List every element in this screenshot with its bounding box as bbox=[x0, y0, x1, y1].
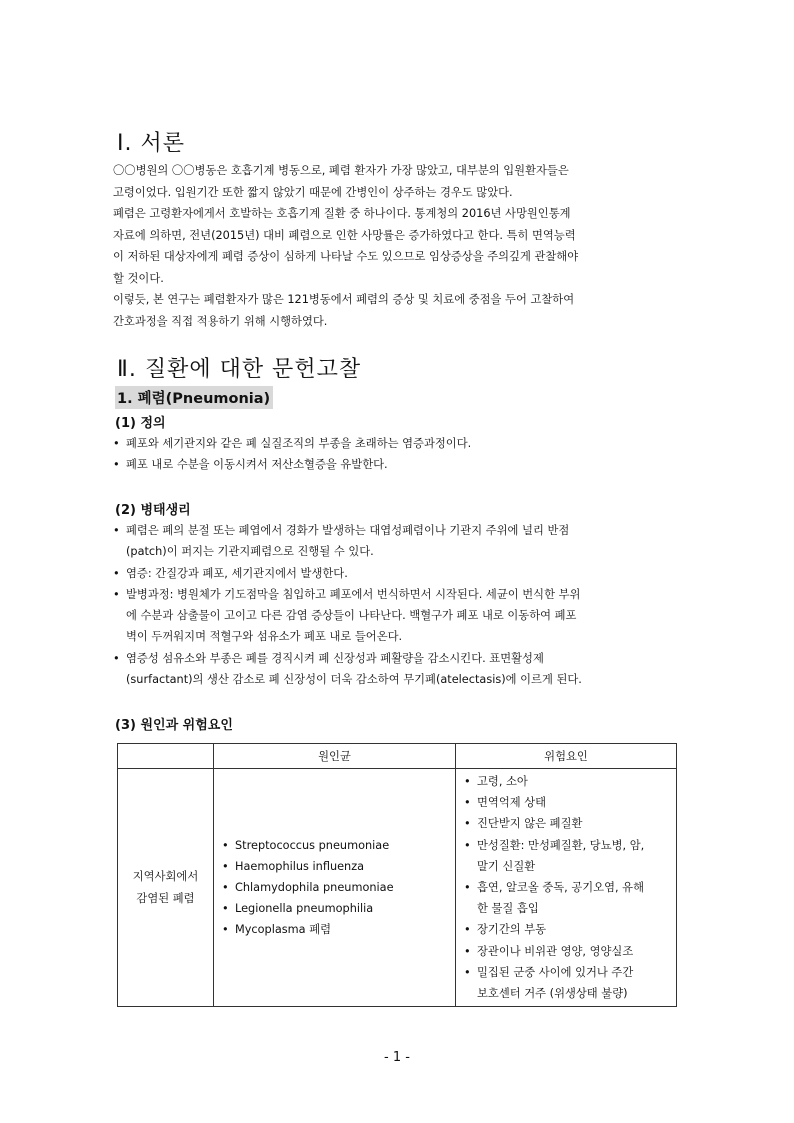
bullet-icon: • bbox=[464, 838, 471, 852]
list-item bbox=[464, 813, 670, 834]
list-item bbox=[464, 941, 670, 962]
page-number: - 1 - bbox=[384, 1050, 410, 1065]
text-line: 염증: 간질강과 폐포, 세기관지에서 발생한다. bbox=[126, 566, 348, 580]
category-cell bbox=[118, 769, 214, 1007]
definition-heading: (1) 정의 bbox=[115, 416, 166, 431]
risk-text: 보호센터 거주 (위생상태 불량) bbox=[477, 987, 628, 1001]
text-line: (patch)이 퍼지는 기관지폐렴으로 진행될 수 있다. bbox=[126, 545, 374, 559]
list-item bbox=[222, 835, 454, 856]
bullet-icon: • bbox=[113, 524, 120, 537]
risk-text: 흡연, 알코올 중독, 공기오염, 유해 bbox=[477, 881, 645, 895]
list-item bbox=[464, 792, 670, 813]
list-item bbox=[464, 835, 670, 877]
table-header-risk: 위험요인 bbox=[456, 744, 677, 769]
bullet-icon: • bbox=[464, 923, 471, 937]
cause-text: Mycoplasma 폐렴 bbox=[235, 923, 332, 937]
intro-paragraph-2 bbox=[113, 203, 681, 289]
risk-text: 장관이나 비위관 영양, 영양실조 bbox=[477, 944, 634, 958]
text-line: 간호과정을 직접 적용하기 위해 시행하였다. bbox=[113, 314, 328, 328]
text-line: 이 저하된 대상자에게 폐렴 증상이 심하게 나타날 수도 있으므로 임상증상을 주의깊게 관찰해야 bbox=[113, 250, 579, 263]
cause-cell bbox=[214, 769, 456, 1007]
bullet-icon: • bbox=[464, 817, 471, 831]
list-item bbox=[113, 563, 683, 584]
cause-list bbox=[222, 835, 454, 940]
table-header-cause: 원인균 bbox=[214, 744, 456, 769]
list-item bbox=[222, 877, 454, 898]
text-line: (surfactant)의 생산 감소로 폐 신장성이 더욱 감소하여 무기폐(atelectasis)에 이르게 된다. bbox=[126, 673, 582, 687]
list-item bbox=[113, 520, 683, 563]
list-item bbox=[464, 919, 670, 940]
text-line: 폐렴은 고령환자에게서 호발하는 호흡기계 질환 중 하나이다. 통계청의 2016년 사망원인통계 bbox=[113, 207, 571, 220]
list-item bbox=[113, 433, 683, 454]
bullet-icon: • bbox=[222, 839, 229, 853]
text-line: 폐포 내로 수분을 이동시켜서 저산소혈증을 유발한다. bbox=[126, 458, 388, 472]
text-line: 고령이었다. 입원기간 또한 짧지 않았기 때문에 간병인이 상주하는 경우도 많았다. bbox=[113, 185, 513, 199]
bullet-icon: • bbox=[464, 965, 471, 979]
risk-text: 면역억제 상태 bbox=[477, 796, 547, 810]
bullet-icon: • bbox=[222, 923, 229, 937]
text-line: 할 것이다. bbox=[113, 271, 164, 285]
text-line: 이렇듯, 본 연구는 폐렴환자가 많은 121병동에서 폐렴의 증상 및 치료에 중점을 두어 고찰하여 bbox=[113, 293, 575, 306]
bullet-icon: • bbox=[222, 881, 229, 895]
cause-text: Legionella pneumophilia bbox=[235, 902, 374, 916]
bullet-icon: • bbox=[113, 458, 120, 472]
risk-text: 장기간의 부동 bbox=[477, 923, 547, 937]
risk-text: 말기 신질환 bbox=[477, 859, 536, 873]
list-item bbox=[113, 648, 683, 691]
list-item bbox=[464, 877, 670, 919]
bullet-icon: • bbox=[113, 587, 120, 601]
risk-cell bbox=[456, 769, 677, 1007]
text-line: 염증성 섬유소와 부종은 폐를 경직시켜 폐 신장성과 폐활량을 감소시킨다. 표면활성제 bbox=[126, 651, 544, 665]
bullet-icon: • bbox=[464, 881, 471, 895]
text-line: 〇〇병원의 〇〇병동은 호흡기계 병동으로, 폐렴 환자가 가장 많았고, 대부분의 입원환자들은 bbox=[113, 164, 569, 177]
pathophysiology-heading: (2) 병태생리 bbox=[115, 503, 191, 518]
list-item bbox=[113, 454, 683, 475]
category-line: 지역사회에서 bbox=[132, 869, 199, 883]
table-row bbox=[118, 769, 677, 1007]
text-line: 자료에 의하면, 전년(2015년) 대비 폐렴으로 인한 사망률은 증가하였다고 한다. 특히 면역능력 bbox=[113, 228, 576, 242]
cause-text: Haemophilus influenza bbox=[235, 860, 365, 874]
bullet-icon: • bbox=[464, 775, 471, 788]
risk-list bbox=[464, 771, 670, 1004]
causes-heading: (3) 원인과 위험요인 bbox=[115, 718, 233, 733]
cause-text: Streptococcus pneumoniae bbox=[235, 839, 390, 853]
cause-text: Chlamydophila pneumoniae bbox=[235, 881, 394, 895]
risk-text: 고령, 소아 bbox=[477, 775, 528, 788]
list-item bbox=[222, 856, 454, 877]
text-line: 발병과정: 병원체가 기도점막을 침입하고 폐포에서 번식하면서 시작된다. 세균이 번식한 부위 bbox=[126, 587, 581, 601]
bullet-icon: • bbox=[464, 944, 471, 958]
bullet-icon: • bbox=[222, 902, 229, 916]
pathophysiology-list bbox=[113, 520, 683, 690]
table-header-blank bbox=[118, 744, 214, 769]
text-line: 벽이 두꺼워지며 적혈구와 섬유소가 폐포 내로 들어온다. bbox=[126, 630, 403, 644]
risk-text: 한 물질 흡입 bbox=[477, 902, 539, 916]
risk-text: 진단받지 않은 폐질환 bbox=[477, 817, 583, 831]
bullet-icon: • bbox=[464, 796, 471, 810]
list-item bbox=[113, 584, 683, 648]
risk-factor-table bbox=[117, 743, 677, 1007]
list-item bbox=[222, 919, 454, 940]
bullet-icon: • bbox=[113, 566, 120, 580]
category-line: 감염된 폐렴 bbox=[136, 891, 195, 905]
section1-title: Ⅰ. 서론 bbox=[117, 131, 185, 156]
table-header-row bbox=[118, 744, 677, 769]
text-line: 폐렴은 폐의 분절 또는 폐엽에서 경화가 발생하는 대엽성폐렴이나 기관지 주위에 널리 반점 bbox=[126, 524, 570, 537]
intro-paragraph-1 bbox=[113, 160, 681, 203]
risk-text: 만성질환: 만성폐질환, 당뇨병, 암, bbox=[477, 838, 645, 852]
text-line: 에 수분과 삼출물이 고이고 다른 감염 증상들이 나타난다. 백혈구가 폐포 내로 이동하여 폐포 bbox=[126, 609, 577, 623]
list-item bbox=[464, 771, 670, 792]
list-item bbox=[222, 898, 454, 919]
list-item bbox=[464, 962, 670, 1004]
bullet-icon: • bbox=[113, 651, 120, 665]
bullet-icon: • bbox=[222, 860, 229, 874]
section2-title: Ⅱ. 질환에 대한 문헌고찰 bbox=[117, 357, 362, 382]
definition-list bbox=[113, 433, 683, 476]
intro-paragraph-3 bbox=[113, 289, 681, 332]
risk-text: 밀집된 군중 사이에 있거나 주간 bbox=[477, 965, 634, 979]
bullet-icon: • bbox=[113, 437, 120, 450]
text-line: 폐포와 세기관지와 같은 폐 실질조직의 부종을 초래하는 염증과정이다. bbox=[126, 437, 472, 450]
pneumonia-subtitle: 1. 폐렴(Pneumonia) bbox=[115, 386, 273, 409]
